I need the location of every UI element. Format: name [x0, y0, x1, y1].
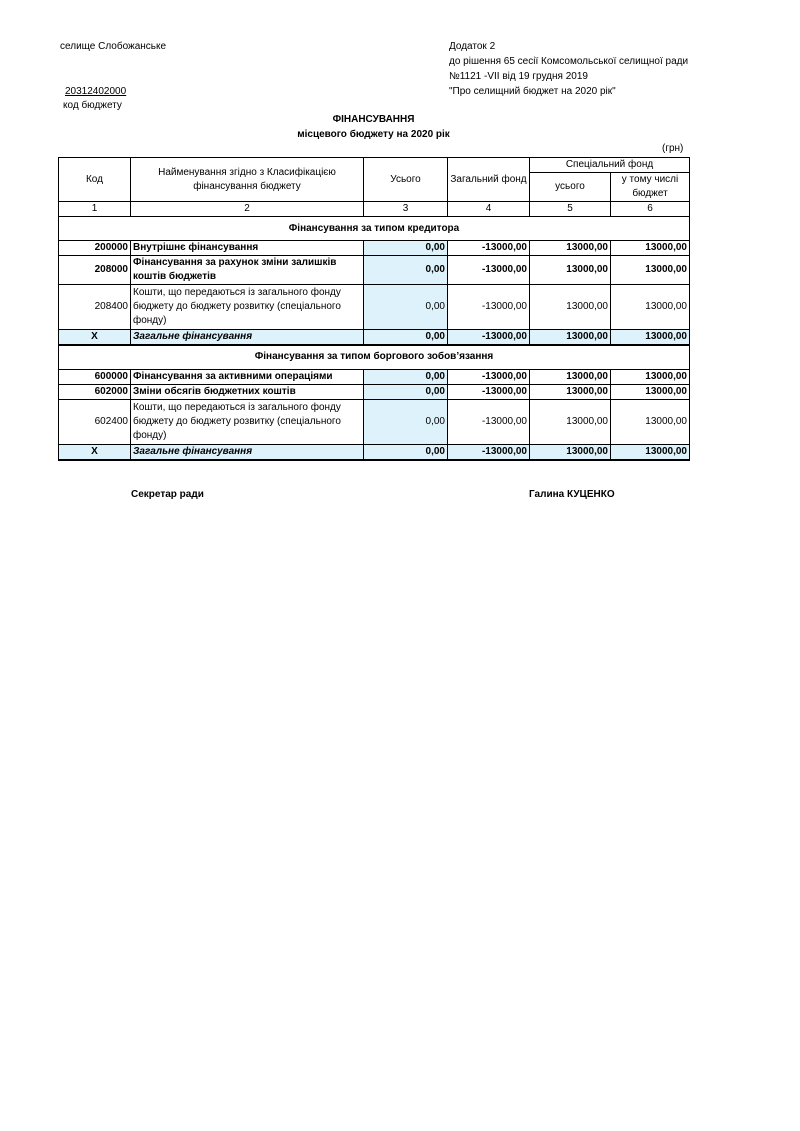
row-budget: 13000,00 [611, 384, 690, 399]
total-row [59, 330, 690, 346]
row-name: Кошти, що передаються із загального фонду бюджету до бюджету розвитку (спеціального фонду) [131, 285, 364, 330]
table-row [59, 285, 690, 330]
budget-code: 20312402000 [65, 86, 127, 97]
col-number-2: 2 [131, 202, 364, 217]
decision-title: "Про селищний бюджет на 2020 рік" [449, 86, 616, 97]
section-title-creditor: Фінансування за типом кредитора [59, 217, 690, 241]
row-name: Фінансування за рахунок зміни залишків коштів бюджетів [131, 256, 364, 285]
row-budget: 13000,00 [611, 399, 690, 444]
unit-label: (грн) [662, 143, 684, 154]
row-name: Фінансування за активними операціями [131, 369, 364, 384]
row-code: 208400 [59, 285, 131, 330]
col-number-3: 3 [364, 202, 448, 217]
row-general: -13000,00 [448, 399, 530, 444]
row-general: -13000,00 [448, 444, 530, 460]
doc-subtitle: місцевого бюджету на 2020 рік [297, 129, 450, 140]
row-total: 0,00 [364, 330, 448, 346]
signature-person: Галина КУЦЕНКО [529, 489, 615, 500]
row-budget: 13000,00 [611, 330, 690, 346]
row-name: Зміни обсягів бюджетних коштів [131, 384, 364, 399]
row-code: 600000 [59, 369, 131, 384]
header-general-fund: Загальний фонд [448, 158, 530, 202]
row-budget: 13000,00 [611, 285, 690, 330]
header-special-fund: Спеціальний фонд [530, 158, 690, 173]
header-name: Найменування згідно з Класифікацією фінансування бюджету [131, 158, 364, 202]
section-title-debt: Фінансування за типом боргового зобов’язання [59, 345, 690, 369]
decision-number: №1121 -VІІ від 19 грудня 2019 [449, 71, 588, 82]
row-general: -13000,00 [448, 241, 530, 256]
row-name: Загальне фінансування [131, 330, 364, 346]
table-row [59, 241, 690, 256]
row-special: 13000,00 [530, 285, 611, 330]
financing-table [58, 157, 690, 461]
budget-code-label: код бюджету [63, 100, 122, 111]
row-budget: 13000,00 [611, 369, 690, 384]
table-row [59, 399, 690, 444]
appendix-label: Додаток 2 [449, 41, 496, 52]
row-code: 602000 [59, 384, 131, 399]
col-number-6: 6 [611, 202, 690, 217]
doc-title: ФІНАНСУВАННЯ [332, 114, 415, 125]
row-general: -13000,00 [448, 256, 530, 285]
row-budget: 13000,00 [611, 256, 690, 285]
row-code: 200000 [59, 241, 131, 256]
row-general: -13000,00 [448, 330, 530, 346]
row-name: Кошти, що передаються із загального фонду бюджету до бюджету розвитку (спеціального фонду) [131, 399, 364, 444]
row-code: Х [59, 444, 131, 460]
header-special-total: усього [530, 173, 611, 202]
row-total: 0,00 [364, 369, 448, 384]
row-special: 13000,00 [530, 384, 611, 399]
row-name: Загальне фінансування [131, 444, 364, 460]
decision-line: до рішення 65 сесії Комсомольської селищної ради [449, 56, 689, 67]
row-total: 0,00 [364, 444, 448, 460]
row-code: 208000 [59, 256, 131, 285]
row-total: 0,00 [364, 384, 448, 399]
row-general: -13000,00 [448, 285, 530, 330]
col-number-4: 4 [448, 202, 530, 217]
col-number-1: 1 [59, 202, 131, 217]
row-budget: 13000,00 [611, 444, 690, 460]
row-name: Внутрішнє фінансування [131, 241, 364, 256]
row-total: 0,00 [364, 285, 448, 330]
row-special: 13000,00 [530, 444, 611, 460]
row-special: 13000,00 [530, 241, 611, 256]
table-row [59, 256, 690, 285]
row-total: 0,00 [364, 256, 448, 285]
header-special-budget: у тому числі бюджет [611, 173, 690, 202]
row-code: 602400 [59, 399, 131, 444]
table-row [59, 384, 690, 399]
row-general: -13000,00 [448, 384, 530, 399]
row-total: 0,00 [364, 399, 448, 444]
column-numbers-row [59, 202, 690, 217]
row-special: 13000,00 [530, 369, 611, 384]
row-special: 13000,00 [530, 399, 611, 444]
row-budget: 13000,00 [611, 241, 690, 256]
col-number-5: 5 [530, 202, 611, 217]
table-row [59, 369, 690, 384]
row-special: 13000,00 [530, 330, 611, 346]
row-total: 0,00 [364, 241, 448, 256]
header-total: Усього [364, 158, 448, 202]
settlement-name: селище Слобожанське [60, 41, 167, 52]
row-code: Х [59, 330, 131, 346]
row-general: -13000,00 [448, 369, 530, 384]
signature-role: Секретар ради [131, 489, 204, 500]
header-code: Код [59, 158, 131, 202]
row-special: 13000,00 [530, 256, 611, 285]
total-row [59, 444, 690, 460]
